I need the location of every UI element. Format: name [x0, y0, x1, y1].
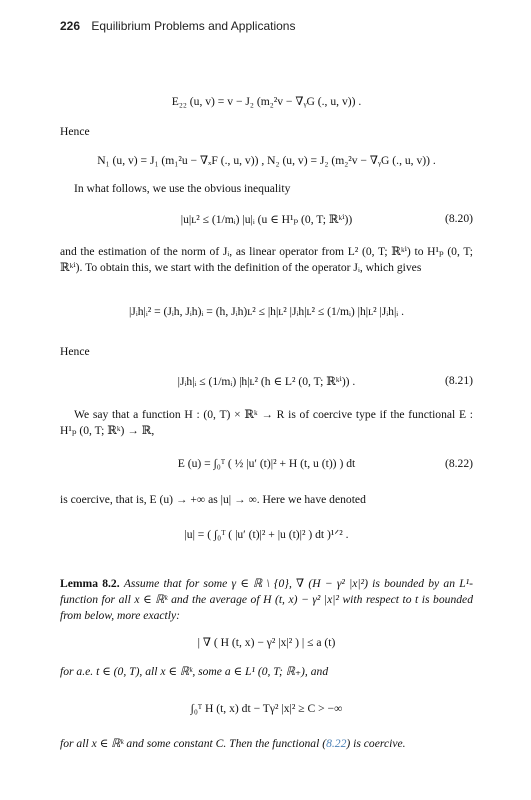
paragraph-inequality: In what follows, we use the obvious inequality — [74, 182, 291, 195]
equation-reference-link[interactable]: 8.22 — [326, 737, 347, 750]
equation-jih: |Jᵢh|ᵢ² = (Jᵢh, Jᵢh)ᵢ = (h, Jᵢh)ʟ² ≤ |h|ʟ² |Jᵢh|ʟ² ≤ (1/mᵢ) |h|ʟ² |Jᵢh|ᵢ . — [128, 305, 404, 318]
running-header — [60, 19, 295, 33]
equation-8-22: E (u) = ∫₀ᵀ ( ½ |u′ (t)|² + H (t, u (t)) ) dt — [177, 457, 356, 470]
page-number: 226 — [60, 19, 81, 33]
paragraph-coercive-type: We say that a function H : (0, T) × ℝᵏ → R is of coercive type if the functional E : H¹ₚ (0, T; ℝᵏ) → ℝ, — [60, 408, 473, 437]
paragraph-almost-every: for a.e. t ∈ (0, T), all x ∈ ℝᵏ, some a ∈ L¹ (0, T; ℝ₊), and — [60, 665, 329, 678]
lemma-title: Lemma 8.2. — [60, 577, 120, 590]
running-title: Equilibrium Problems and Applications — [91, 19, 296, 33]
equation-number-8-20: (8.20) — [444, 212, 473, 225]
equation-number-8-21: (8.21) — [444, 374, 473, 387]
conclusion-text-a: for all x ∈ ℝᵏ and some constant C. Then the functional ( — [60, 737, 327, 750]
conclusion-text-b: ) is coercive. — [346, 737, 406, 750]
text-hence-2: Hence — [60, 345, 90, 358]
equation-norm: |u| = ( ∫₀ᵀ ( |u′ (t)|² + |u (t)|² ) dt )¹ᐟ² . — [184, 528, 349, 541]
paragraph-coercive-def: is coercive, that is, E (u) → +∞ as |u| → ∞. Here we have denoted — [60, 493, 366, 506]
equation-gradient-bound: | ∇ ( H (t, x) − γ² |x|² ) | ≤ a (t) — [197, 636, 336, 649]
paragraph-norm-estimate: and the estimation of the norm of Jᵢ, as linear operator from L² (0, T; ℝᵏⁱ) to H¹ₚ (0, T; ℝᵏⁱ). To obtain this, we start with the definition of the operator Jᵢ, which gives — [60, 245, 473, 274]
lemma-statement: Assume that for some γ ∈ ℝ \ {0}, ∇ (H − γ² |x|²) is bounded by an L¹-function for all x ∈ ℝᵏ and the average of H (t, x) − γ² |x|² with respect to t is bounded from below, more exactly: — [60, 577, 473, 622]
equation-8-20: |u|ʟ² ≤ (1/mᵢ) |u|ᵢ (u ∈ H¹ₚ (0, T; ℝᵏⁱ)) — [180, 213, 353, 226]
paragraph-conclusion — [60, 736, 473, 752]
equation-n1-n2: N₁ (u, v) = J₁ (m₁²u − ∇ₓF (., u, v)) , N₂ (u, v) = J₂ (m₂²v − ∇ᵧG (., u, v)) . — [97, 154, 436, 167]
equation-e22: E₂₂ (u, v) = v − J₂ (m₂²v − ∇ᵧG (., u, v)) . — [171, 95, 362, 108]
lemma-8-2 — [60, 576, 473, 624]
equation-average-bound: ∫₀ᵀ H (t, x) dt − Tγ² |x|² ≥ C > −∞ — [190, 702, 343, 715]
text-hence-1: Hence — [60, 125, 90, 138]
equation-number-8-22: (8.22) — [444, 457, 473, 470]
equation-8-21: |Jᵢh|ᵢ ≤ (1/mᵢ) |h|ʟ² (h ∈ L² (0, T; ℝᵏⁱ)) . — [177, 375, 356, 388]
